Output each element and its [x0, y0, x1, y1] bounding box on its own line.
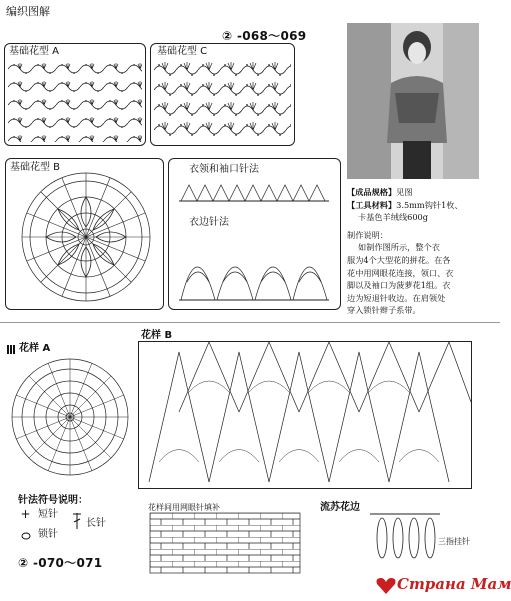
- watermark: Страна Мам: [397, 575, 511, 593]
- panel-basic-pattern-b-title: 基础花型 B: [10, 162, 61, 173]
- tassel-edging-title: 流苏花边: [320, 502, 360, 513]
- page-range-bottom: ② -070～071: [18, 556, 103, 570]
- single-crochet-icon: +: [20, 507, 31, 521]
- tools-value: 3.5mm钩针1枚、: [396, 199, 463, 210]
- tools-value-2: 卡基色羊绒线600g: [358, 212, 428, 223]
- symbol-ch-label: 锁针: [38, 529, 58, 540]
- spec-label: 【成品规格】: [347, 187, 397, 197]
- symbol-dc-label: 长针: [86, 518, 106, 529]
- double-crochet-icon: [70, 513, 84, 529]
- panel-basic-pattern-b: [5, 158, 164, 310]
- instructions-block: [347, 186, 497, 317]
- howto-line: 花中用网眼花连接，领口、衣: [347, 267, 454, 278]
- panel-basic-pattern-c: [150, 43, 295, 146]
- panel-basic-pattern-a: [4, 43, 146, 146]
- model-photo: [347, 23, 479, 179]
- watermark-logo-icon: [375, 576, 397, 596]
- mesh-filler-title: 花样间用网眼针填补: [148, 503, 220, 512]
- panel-basic-pattern-a-title: 基础花型 A: [9, 46, 60, 57]
- round-motif-chart: [16, 167, 156, 307]
- howto-line: 如制作图所示，整个衣: [358, 242, 440, 253]
- section-divider: [0, 322, 500, 323]
- howto-label: 制作说明：: [347, 229, 388, 240]
- tassel-note: 三指挂针: [438, 537, 470, 546]
- pattern-a-title: 花样 A: [19, 343, 51, 354]
- page-range-top: ② -068～069: [222, 29, 307, 43]
- chain-stitch-icon: [21, 532, 31, 540]
- tassel-edging-chart: [370, 508, 440, 564]
- symbols-title: 针法符号说明：: [18, 495, 88, 506]
- howto-line: 服为4个大型花的拼花。在各: [347, 254, 451, 265]
- howto-line: 边为短退针收边。在肩领处: [347, 292, 446, 303]
- tools-label: 【工具材料】: [347, 199, 397, 210]
- model-figure-icon: [347, 23, 479, 179]
- mesh-filler-chart: [150, 513, 300, 573]
- diagram-title: 编织图解: [6, 5, 50, 18]
- pattern-b-chart: [139, 342, 471, 488]
- section-marker-icon: [7, 345, 15, 354]
- symbol-sc-label: 短针: [38, 509, 58, 520]
- pattern-b-title: 花样 B: [141, 330, 173, 341]
- mesh-chart-a: [8, 60, 142, 142]
- collar-cuff-chart: [179, 179, 329, 205]
- pattern-b-frame: [138, 341, 472, 489]
- hem-title: 衣边针法: [189, 217, 229, 228]
- hem-chart: [179, 232, 329, 304]
- panel-basic-pattern-c-title: 基础花型 C: [157, 46, 208, 57]
- howto-line: 穿入锁针辫子系带。: [347, 305, 421, 316]
- pattern-a-round-chart: [10, 357, 130, 477]
- howto-line: 脚以及袖口为菠萝花1组。衣: [347, 280, 451, 291]
- collar-cuff-title: 衣领和袖口针法: [189, 164, 259, 175]
- spec-value: 见图: [396, 187, 413, 197]
- mesh-chart-c: [154, 60, 291, 142]
- panel-collar-and-hem: [168, 158, 341, 310]
